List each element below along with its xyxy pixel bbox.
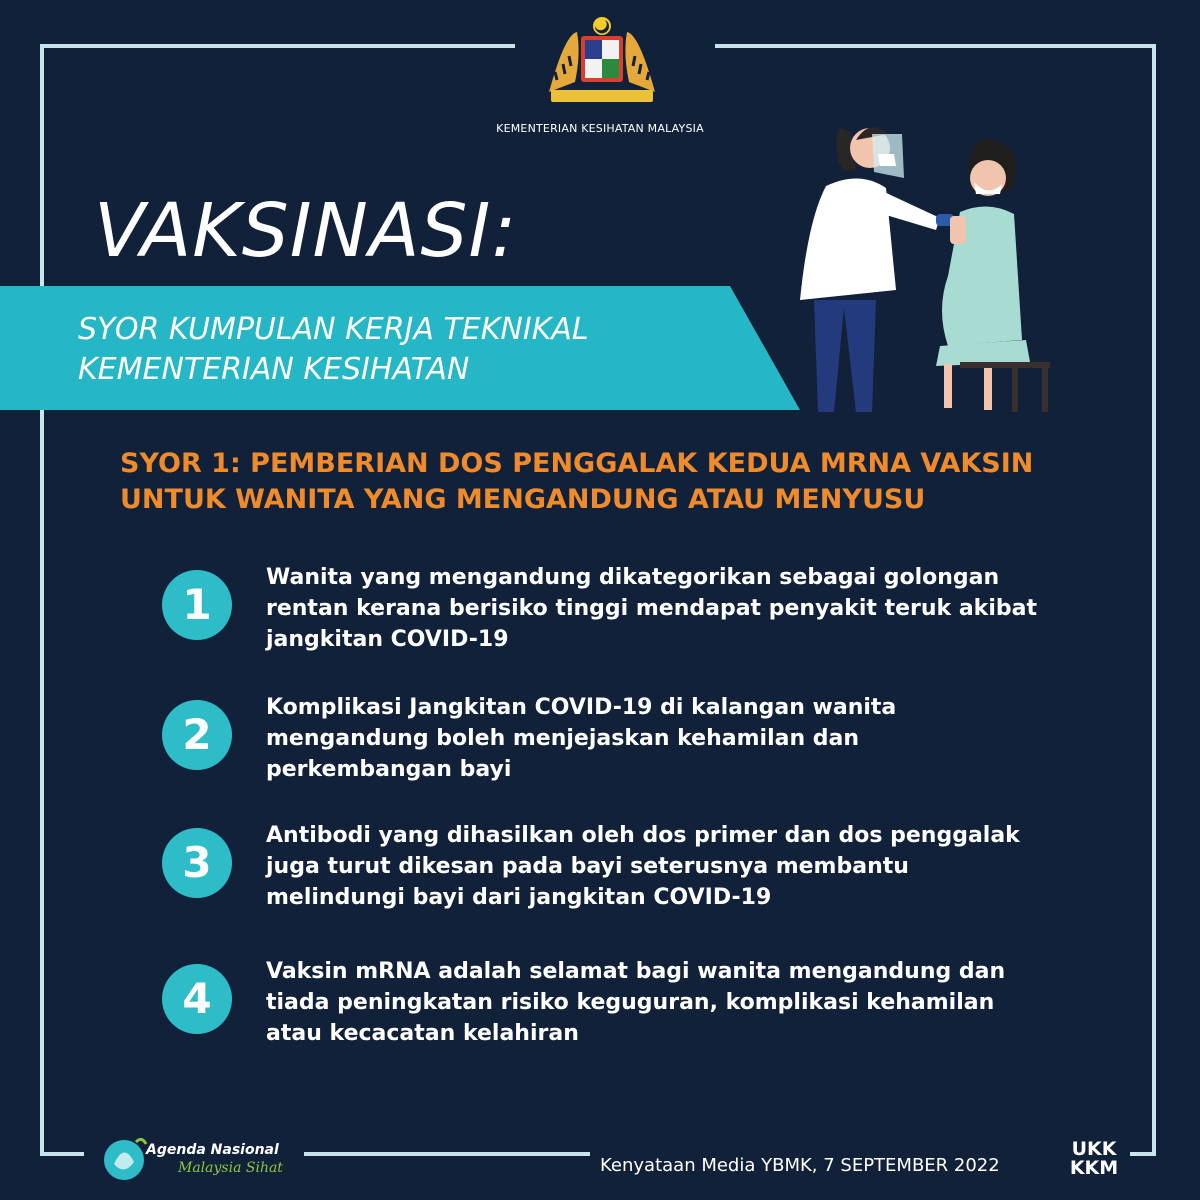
ukk-logo: [1068, 1140, 1120, 1178]
vaccination-illustration: [760, 100, 1050, 412]
ukk-line-2: KKM: [1069, 1157, 1119, 1179]
ukk-line-1: UKK: [1071, 1138, 1117, 1160]
coat-of-arms-icon: [545, 14, 659, 106]
media-statement: Kenyataan Media YBMK, 7 SEPTEMBER 2022: [600, 1155, 1000, 1176]
number-badge: 1: [162, 570, 232, 640]
recommendation-heading: [120, 446, 1120, 518]
list-item-text: Wanita yang mengandung dikategorikan sebagai golongan rentan kerana berisiko tinggi mendapat penyakit teruk akibat jangkitan COVID-19: [266, 565, 1037, 652]
number-badge: 4: [162, 964, 232, 1034]
agenda-title: Agenda Nasional: [146, 1142, 279, 1158]
subtitle-line-1: SYOR KUMPULAN KERJA TEKNIKAL: [78, 312, 589, 347]
page-title: VAKSINASI:: [94, 188, 518, 274]
subtitle-line-2: KEMENTERIAN KESIHATAN: [78, 352, 470, 387]
agenda-logo-icon: [100, 1132, 300, 1186]
list-item-text: Antibodi yang dihasilkan oleh dos primer dan dos penggalak juga turut dikesan pada bayi seterusnya membantu melindungi bayi dari jangkitan COVID-19: [266, 823, 1020, 910]
number-badge: 2: [162, 700, 232, 770]
number-badge: 3: [162, 828, 232, 898]
recommendation-line-2: UNTUK WANITA YANG MENGANDUNG ATAU MENYUSU: [120, 484, 926, 515]
recommendation-line-1: SYOR 1: PEMBERIAN DOS PENGGALAK KEDUA MRNA VAKSIN: [120, 448, 1034, 479]
agenda-subtitle: Malaysia Sihat: [178, 1160, 283, 1176]
ministry-name: KEMENTERIAN KESIHATAN MALAYSIA: [496, 122, 704, 135]
subtitle-text: [78, 310, 589, 390]
list-item-text: Vaksin mRNA adalah selamat bagi wanita mengandung dan tiada peningkatan risiko keguguran, komplikasi kehamilan atau kecacatan kelahiran: [266, 959, 1006, 1046]
list-item-text: Komplikasi Jangkitan COVID-19 di kalangan wanita mengandung boleh menjejaskan kehamilan dan perkembangan bayi: [266, 695, 897, 782]
